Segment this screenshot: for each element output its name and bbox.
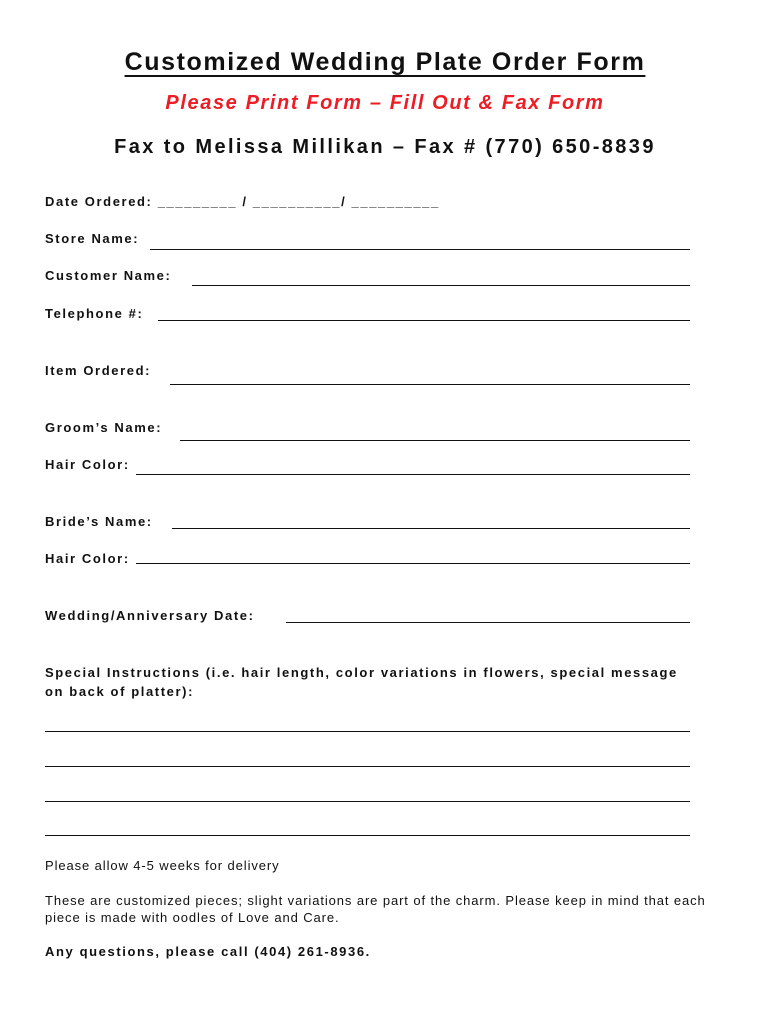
instructions-line[interactable] <box>45 766 690 767</box>
telephone-line[interactable] <box>158 320 690 321</box>
special-instructions-label: Special Instructions (i.e. hair length, color variations in flowers, special message on back of platter): <box>45 665 678 699</box>
bride-hair-color-label: Hair Color: <box>45 551 130 566</box>
fax-line: Fax to Melissa Millikan – Fax # (770) 650-8839 <box>114 136 656 158</box>
date-ordered-field[interactable]: Date Ordered: _________ / __________/ __________ <box>45 194 440 209</box>
brides-name-line[interactable] <box>172 528 690 529</box>
instructions-line[interactable] <box>45 801 690 802</box>
item-ordered-line[interactable] <box>170 384 690 385</box>
wedding-date-label: Wedding/Anniversary Date: <box>45 608 255 623</box>
questions-note: Any questions, please call (404) 261-8936. <box>45 944 371 959</box>
store-name-line[interactable] <box>150 249 690 250</box>
groom-hair-color-label: Hair Color: <box>45 457 130 472</box>
bride-hair-color-line[interactable] <box>136 563 690 564</box>
form-subtitle: Please Print Form – Fill Out & Fax Form <box>165 92 605 114</box>
form-title: Customized Wedding Plate Order Form <box>124 48 646 76</box>
instructions-line[interactable] <box>45 731 690 732</box>
customer-name-label: Customer Name: <box>45 268 172 283</box>
telephone-label: Telephone #: <box>45 306 144 321</box>
store-name-label: Store Name: <box>45 231 140 246</box>
instructions-line[interactable] <box>45 835 690 836</box>
groom-hair-color-line[interactable] <box>136 474 690 475</box>
customized-note: These are customized pieces; slight variations are part of the charm. Please keep in mind that each piece is made with oodles of Love and Care. <box>45 893 706 925</box>
grooms-name-label: Groom’s Name: <box>45 420 163 435</box>
brides-name-label: Bride’s Name: <box>45 514 153 529</box>
delivery-note: Please allow 4-5 weeks for delivery <box>45 858 280 873</box>
grooms-name-line[interactable] <box>180 440 690 441</box>
customer-name-line[interactable] <box>192 285 690 286</box>
item-ordered-label: Item Ordered: <box>45 363 152 378</box>
wedding-date-line[interactable] <box>286 622 690 623</box>
